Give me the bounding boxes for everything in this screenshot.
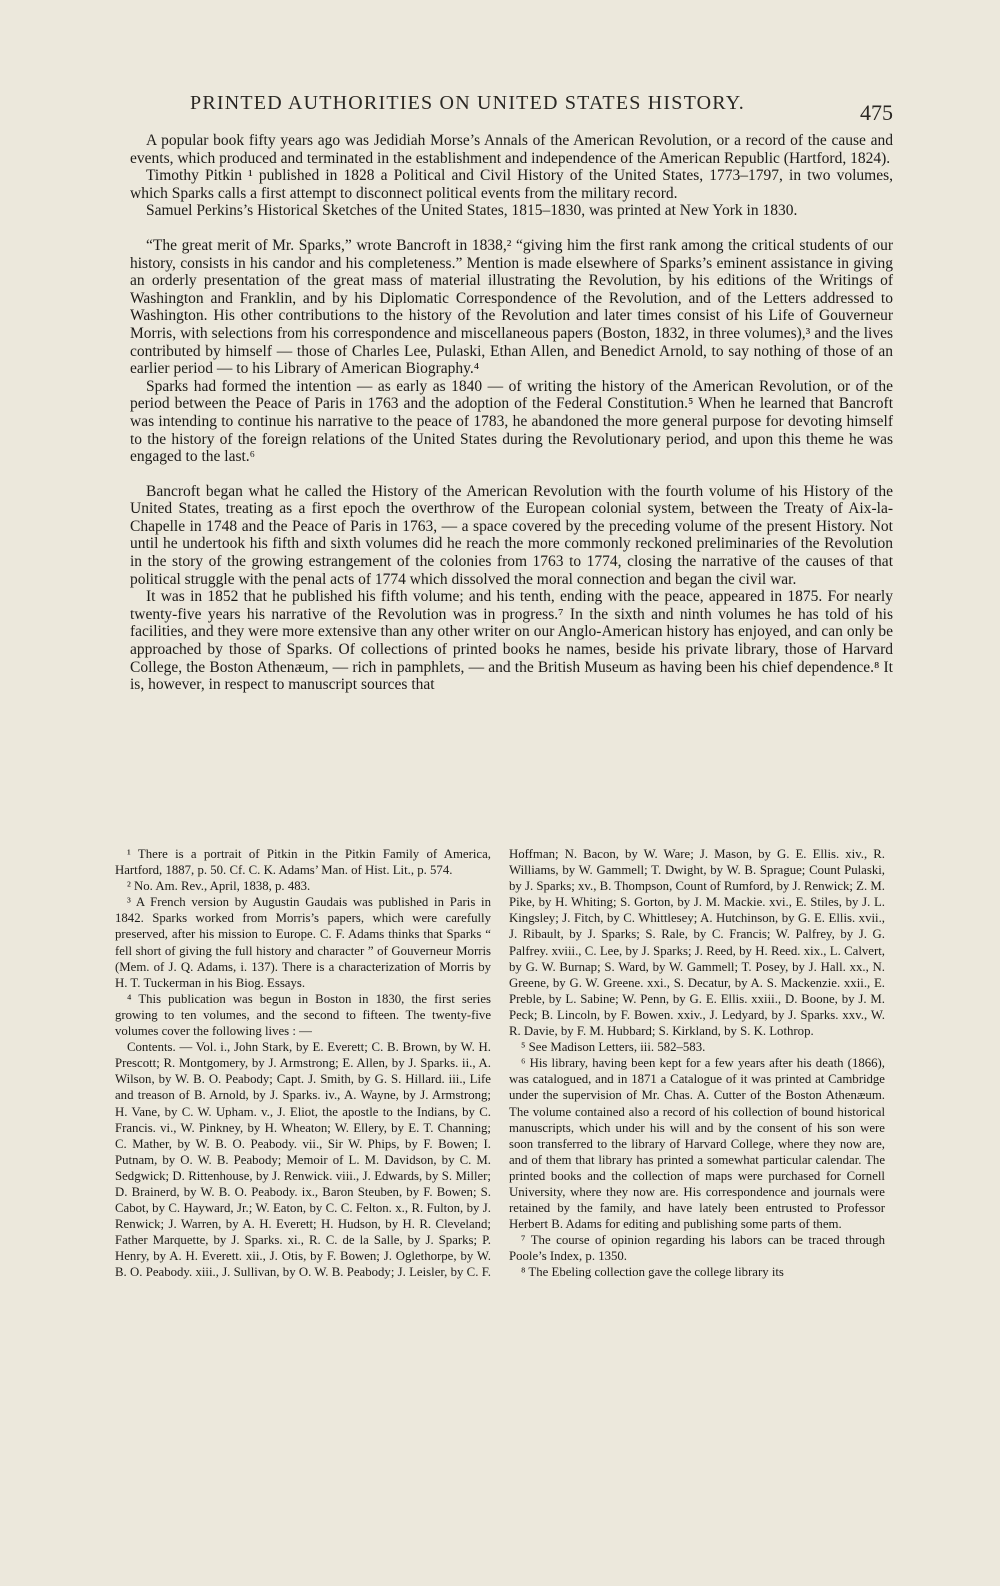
paragraph-perkins: Samuel Perkins’s Historical Sketches of the United States, 1815–1830, was printed at New York in 1830. <box>146 202 798 220</box>
main-text <box>130 132 893 694</box>
paragraph-sparks-intention: Sparks had formed the intention — as early as 1840 — of writing the history of the American Revolution, or of the period between the Peace of Paris in 1763 and the adoption of the Federal Constitution.⁵ When he learned that Bancroft was intending to continue his narrative to the peace of 1783, he abandoned the more general purpose for devoting himself to the history of the foreign relations of the United States during the Revolutionary period, and upon this theme he was engaged to the last.⁶ <box>130 377 893 466</box>
footnote-5: ⁵ See Madison Letters, iii. 582–583. <box>521 1040 706 1055</box>
paragraph-pitkin: Timothy Pitkin ¹ published in 1828 a Political and Civil History of the United States, 1773–1797, in two volumes, which Sparks calls a first attempt to disconnect political events from the military record. <box>130 167 893 202</box>
paragraph-sparks-merit: “The great merit of Mr. Sparks,” wrote Bancroft in 1838,² “giving him the first rank among the critical students of our history, consists in his candor and his completeness.” Mention is made elsewhere of Sparks’s eminent assistance in giving an orderly presentation of the great mass of material illustrating the Revolution, by his editions of the Writings of Washington and Franklin, and by his Diplomatic Correspondence of the Revolution, and of the Letters addressed to Washington. His other contributions to the history of the Revolution and later times consist of his Life of Gouverneur Morris, with selections from his correspondence and miscellaneous papers (Boston, 1832, in three volumes),³ and the lives contributed by himself — those of Charles Lee, Pulaski, Ethan Allen, and Benedict Arnold, to say nothing of those of an earlier period — to his Library of American Biography.⁴ <box>130 236 893 378</box>
footnote-1: ¹ There is a portrait of Pitkin in the Pitkin Family of America, Hartford, 1887, p. 50. Cf. C. K. Adams’ Man. of Hist. Lit., p. 574. <box>115 847 491 878</box>
footnote-8: ⁸ The Ebeling collection gave the college library its <box>521 1265 784 1280</box>
paragraph-bancroft-history: Bancroft began what he called the History of the American Revolution with the fourth volume of his History of the United States, treating as a first epoch the overthrow of the European colonial system, between the Treaty of Aix-la-Chapelle in 1748 and the Peace of Paris in 1763, — a space covered by the preceding volume of the present History. Not until he undertook his fifth and sixth volumes did he reach the more commonly reckoned preliminaries of the Revolution in the story of the growing estrangement of the colonies from 1763 to 1774, closing the narrative of the causes of that political struggle with the penal acts of 1774 which dissolved the moral connection and began the civil war. <box>130 482 893 588</box>
footnote-4-contents: Contents. — Vol. i., John Stark, by E. Everett; C. B. Brown, by W. H. Prescott; R. Montgomery, by J. Armstrong; E. Allen, by J. Sparks. ii., A. Wilson, by W. B. O. Peabody; Capt. J. Smith, by G. S. Hillard. iii., Life and treason of B. Arnold, by J. Sparks. iv., A. Wayne, by J. Armstrong; H. Vane, by C. W. Upham. v., J. Eliot, the apostle to the Indians, by C. Francis. vi., W. Pinkney, by H. Wheaton; W. Ellery, by E. T. Channing; C. Mather, by W. B. O. Peabody. vii., Sir W. Phips, by F. Bowen; I. Putnam, by O. W. B. Peabody; Memoir of L. M. Davidson, by C. M. Sedgwick; D. Rittenhouse, by J. Renwick. viii., J. Edwards, by S. Miller; D. Brainerd, by W. B. O. Peabody. ix., Baron Steuben, by F. Bowen; S. Cabot, by C. Hayward, Jr.; W. Eaton, by C. C. Felton. x., R. Fulton, by J. Renwick; J. Warren, by A. H. Everett; H. Hudson, by H. R. Cleveland; Father Marquette, by J. Sparks. xi., R. C. de la Salle, by J. Sparks; P. Henry, by A. H. Everett. xii., J. Otis, by F. Bowen; J. Oglethorpe, by W. B. O. Peabody. xiii., J. Sullivan, by O. W. B. Peabody; J. Leisler, by C. F. Hoffman; N. Bacon, by W. Ware; J. Mason, by G. E. Ellis. xiv., R. Williams, by W. Gammell; T. Dwight, by W. B. Sprague; Count Pulaski, by J. Sparks; xv., B. Thompson, Count of Rumford, by J. Renwick; Z. M. Pike, by H. Whiting; S. Gorton, by J. M. Mackie. xvi., E. Stiles, by J. L. Kingsley; J. Fitch, by C. Whittlesey; A. Hutchinson, by G. E. Ellis. xvii., J. Ribault, by J. Sparks; S. Rale, by C. Francis; W. Palfrey, by J. G. Palfrey. xviii., C. Lee, by J. Sparks; J. Reed, by H. Reed. xix., L. Calvert, by G. W. Burnap; S. Ward, by W. Gammell; T. Posey, by J. Hall. xx., N. Greene, by G. W. Greene. xxi., S. Decatur, by A. S. Mackenzie. xxii., E. Preble, by L. Sabine; W. Penn, by G. E. Ellis. xxiii., D. Boone, by J. M. Peck; B. Lincoln, by F. Bowen. xxiv., J. Ledyard, by J. Sparks. xxv., W. R. Davie, by F. M. Hubbard; S. Kirkland, by S. K. Lothrop. <box>115 847 885 1280</box>
footnote-3: ³ A French version by Augustin Gaudais was published in Paris in 1842. Sparks worked from Morris’s papers, which were carefully preserved, after his mission to Europe. C. F. Adams thinks that Sparks “ fell short of giving the full history and character ” of Gouverneur Morris (Mem. of J. Q. Adams, i. 137). There is a characterization of Morris by H. T. Tuckerman in his Biog. Essays. <box>115 895 491 990</box>
footnote-7: ⁷ The course of opinion regarding his labors can be traced through Poole’s Index, p. 1350. <box>509 1233 885 1264</box>
paragraph-bancroft-volumes: It was in 1852 that he published his fifth volume; and his tenth, ending with the peace, appeared in 1875. For nearly twenty-five years his narrative of the Revolution was in progress.⁷ In the sixth and ninth volumes he has told of his facilities, and they were more extensive than any other writer on our Anglo-American history has enjoyed, and can only be approached by those of Sparks. Of collections of printed books he names, beside his private library, those of Harvard College, the Boston Athenæum, — rich in pamphlets, — and the British Museum as having been his chief dependence.⁸ It is, however, in respect to manuscript sources that <box>130 588 893 694</box>
footnote-6: ⁶ His library, having been kept for a few years after his death (1866), was catalogued, and in 1871 a Catalogue of it was printed at Cambridge under the supervision of Mr. Chas. A. Cutter of the Boston Athenæum. The volume contained also a record of his collection of bound historical manuscripts, which under his will and by the consent of his son were soon transferred to the library of Harvard College, where they now are, and of them that library has printed a somewhat particular calendar. The printed books and the collection of maps were purchased for Cornell University, where they now are. His correspondence and journals were retained by the family, and have lately been entrusted to Professor Herbert B. Adams for editing and publishing some parts of them. <box>509 1056 885 1232</box>
footnotes <box>115 846 885 1281</box>
footnote-2: ² No. Am. Rev., April, 1838, p. 483. <box>127 879 311 894</box>
page-number: 475 <box>860 100 893 125</box>
footnote-4: ⁴ This publication was begun in Boston in 1830, the first series growing to ten volumes, and the second to fifteen. The twenty-five volumes cover the following lives : — <box>115 991 491 1039</box>
running-title: PRINTED AUTHORITIES ON UNITED STATES HISTORY. <box>190 92 746 114</box>
paragraph-morse: A popular book fifty years ago was Jedidiah Morse’s Annals of the American Revolution, or a record of the cause and events, which produced and terminated in the establishment and independence of the American Republic (Hartford, 1824). <box>130 132 893 167</box>
